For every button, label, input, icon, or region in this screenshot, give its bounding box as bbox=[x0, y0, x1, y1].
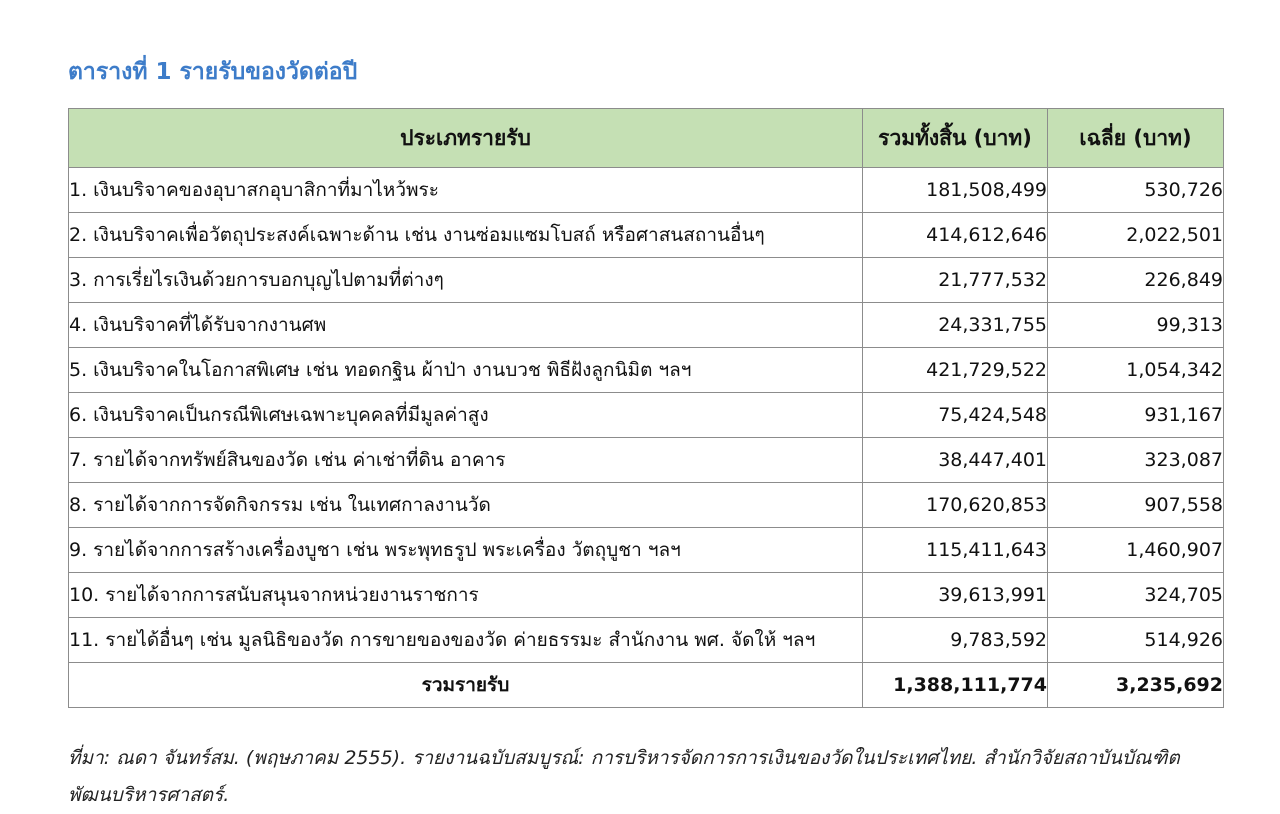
row-income-type: 1. เงินบริจาคของอุบาสกอุบาสิกาที่มาไหว้พระ bbox=[69, 168, 863, 213]
row-total: 170,620,853 bbox=[863, 483, 1048, 528]
row-average: 514,926 bbox=[1048, 618, 1224, 663]
source-citation: ที่มา: ณดา จันทร์สม. (พฤษภาคม 2555). รายงานฉบับสมบูรณ์: การบริหารจัดการการเงินของวัดในประเทศไทย. สำนักวิจัยสถาบันบัณฑิตพัฒนบริหารศาสตร์. bbox=[68, 747, 1180, 806]
row-income-type: 8. รายได้จากการจัดกิจกรรม เช่น ในเทศกาลงานวัด bbox=[69, 483, 863, 528]
row-average: 931,167 bbox=[1048, 393, 1224, 438]
row-income-type: 11. รายได้อื่นๆ เช่น มูลนิธิของวัด การขายของของวัด ค่ายธรรมะ สำนักงาน พศ. จัดให้ ฯลฯ bbox=[69, 618, 863, 663]
table-row bbox=[69, 438, 1224, 483]
row-total: 414,612,646 bbox=[863, 213, 1048, 258]
row-income-type: 10. รายได้จากการสนับสนุนจากหน่วยงานราชการ bbox=[69, 573, 863, 618]
row-total: 421,729,522 bbox=[863, 348, 1048, 393]
table-title: ตารางที่ 1 รายรับของวัดต่อปี bbox=[68, 59, 358, 85]
row-total: 115,411,643 bbox=[863, 528, 1048, 573]
row-total: 9,783,592 bbox=[863, 618, 1048, 663]
row-income-type: 4. เงินบริจาคที่ได้รับจากงานศพ bbox=[69, 303, 863, 348]
table-row bbox=[69, 393, 1224, 438]
row-total: 39,613,991 bbox=[863, 573, 1048, 618]
row-total: 24,331,755 bbox=[863, 303, 1048, 348]
row-income-type: 3. การเรี่ยไรเงินด้วยการบอกบุญไปตามที่ต่างๆ bbox=[69, 258, 863, 303]
row-total: 75,424,548 bbox=[863, 393, 1048, 438]
table-row bbox=[69, 348, 1224, 393]
total-sum: 1,388,111,774 bbox=[863, 663, 1048, 708]
row-average: 1,460,907 bbox=[1048, 528, 1224, 573]
header-average-baht: เฉลี่ย (บาท) bbox=[1048, 109, 1224, 168]
row-average: 1,054,342 bbox=[1048, 348, 1224, 393]
row-average: 226,849 bbox=[1048, 258, 1224, 303]
row-average: 2,022,501 bbox=[1048, 213, 1224, 258]
table-row bbox=[69, 303, 1224, 348]
table-header-row bbox=[69, 109, 1224, 168]
row-average: 323,087 bbox=[1048, 438, 1224, 483]
table-row bbox=[69, 483, 1224, 528]
table-row bbox=[69, 528, 1224, 573]
table-row bbox=[69, 168, 1224, 213]
table-row bbox=[69, 573, 1224, 618]
row-total: 21,777,532 bbox=[863, 258, 1048, 303]
row-average: 99,313 bbox=[1048, 303, 1224, 348]
total-average: 3,235,692 bbox=[1048, 663, 1224, 708]
row-total: 181,508,499 bbox=[863, 168, 1048, 213]
row-average: 530,726 bbox=[1048, 168, 1224, 213]
table-row bbox=[69, 258, 1224, 303]
header-total-baht: รวมทั้งสิ้น (บาท) bbox=[863, 109, 1048, 168]
total-label: รวมรายรับ bbox=[69, 663, 863, 708]
header-income-type: ประเภทรายรับ bbox=[69, 109, 863, 168]
row-income-type: 6. เงินบริจาคเป็นกรณีพิเศษเฉพาะบุคคลที่มีมูลค่าสูง bbox=[69, 393, 863, 438]
row-average: 324,705 bbox=[1048, 573, 1224, 618]
income-table bbox=[68, 108, 1224, 708]
row-average: 907,558 bbox=[1048, 483, 1224, 528]
row-income-type: 5. เงินบริจาคในโอกาสพิเศษ เช่น ทอดกฐิน ผ้าป่า งานบวช พิธีฝังลูกนิมิต ฯลฯ bbox=[69, 348, 863, 393]
table-row bbox=[69, 618, 1224, 663]
total-row bbox=[69, 663, 1224, 708]
row-income-type: 7. รายได้จากทรัพย์สินของวัด เช่น ค่าเช่าที่ดิน อาคาร bbox=[69, 438, 863, 483]
row-income-type: 2. เงินบริจาคเพื่อวัตถุประสงค์เฉพาะด้าน เช่น งานซ่อมแซมโบสถ์ หรือศาสนสถานอื่นๆ bbox=[69, 213, 863, 258]
table-row bbox=[69, 213, 1224, 258]
row-income-type: 9. รายได้จากการสร้างเครื่องบูชา เช่น พระพุทธรูป พระเครื่อง วัตถุบูชา ฯลฯ bbox=[69, 528, 863, 573]
row-total: 38,447,401 bbox=[863, 438, 1048, 483]
